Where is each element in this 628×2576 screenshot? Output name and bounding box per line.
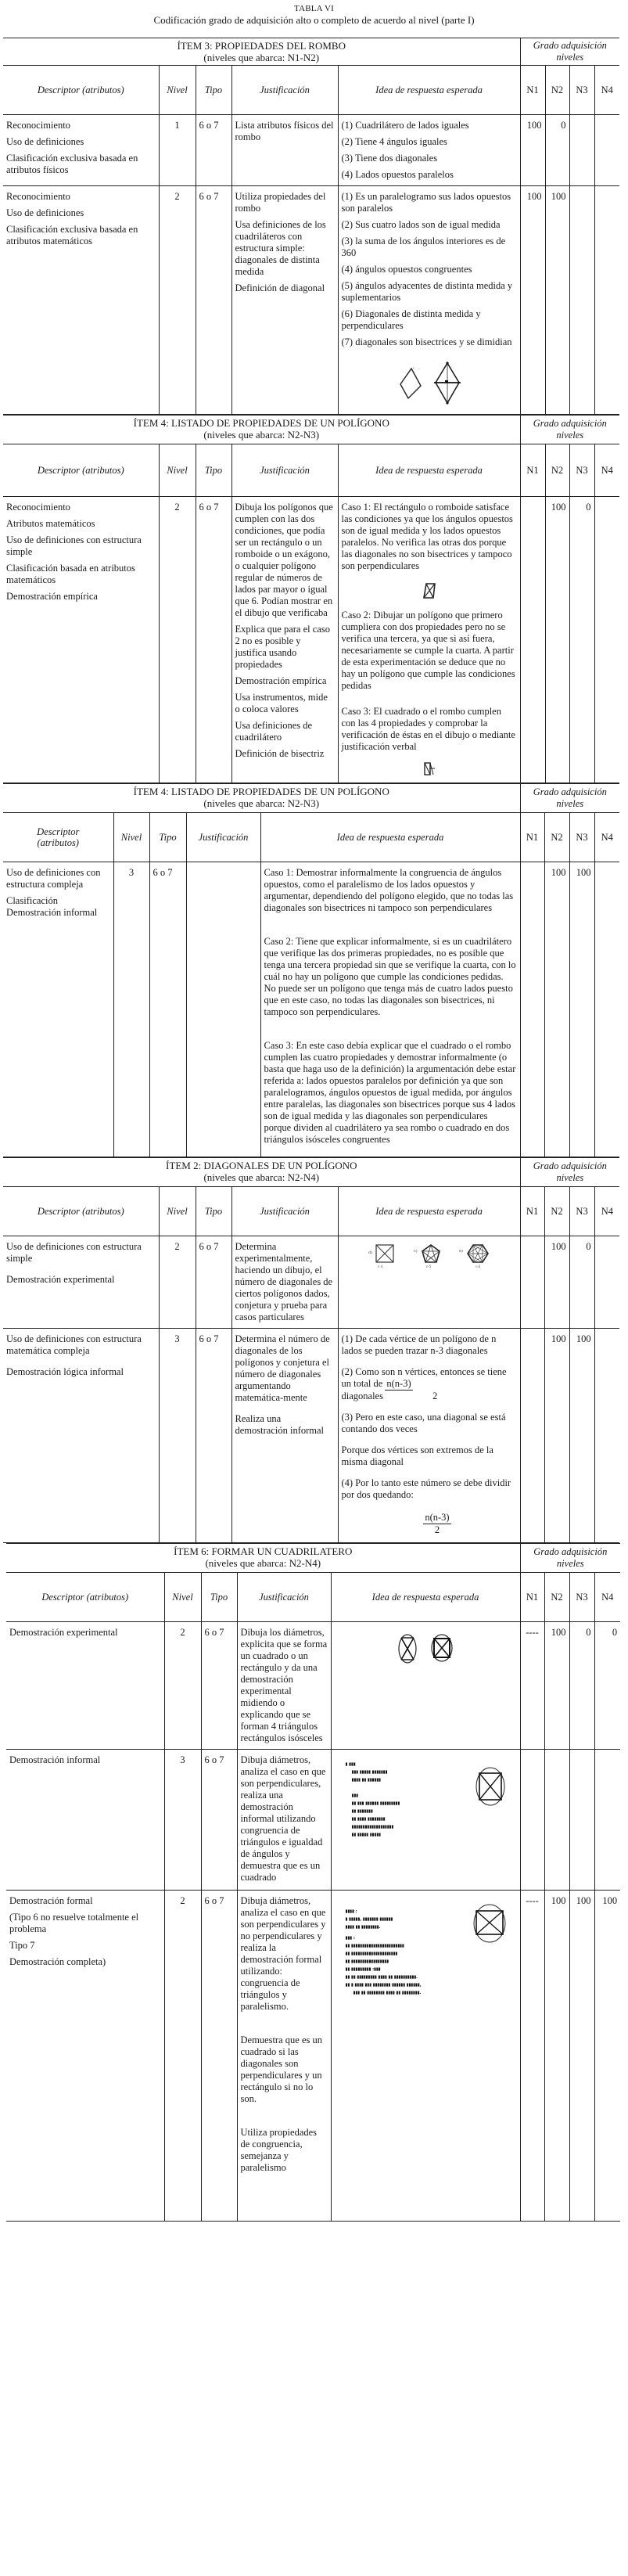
justificacion-cell: Lista atributos físicos del rombo — [231, 115, 338, 186]
idea-cell: (1) De cada vértice de un polígono de n lados se pueden trazar n-3 diagonales (2) Como son n vértices, entonces se tiene un total de n(n-3) diagonales 2 (3) Pero en este caso, una diagonal se está contando dos veces Porque dos vértices son extremos de la misma diagonal (4) Por lo tanto este número se debe dividir por dos quedando: $\frac{n(n-3)}{2}$ — [338, 1329, 520, 1543]
header-justificacion: Justificación — [231, 1187, 338, 1236]
n2-cell: 100 — [545, 497, 569, 783]
n4-cell — [594, 186, 619, 415]
item-title: ÍTEM 6: FORMAR UN CUADRILATERO — [174, 1545, 353, 1557]
tipo-cell: 6 o 7 — [201, 1622, 237, 1750]
item-title: ÍTEM 4: LISTADO DE PROPIEDADES DE UN POLÍGONO — [133, 417, 389, 429]
header-n2: N2 — [545, 66, 569, 115]
rhombus-icon — [397, 365, 424, 401]
rhombus-diagonals-icon — [433, 361, 461, 406]
descriptor-cell: Uso de definiciones con estructura simple Demostración experimental — [3, 1236, 159, 1329]
nivel-cell: 3 — [164, 1750, 201, 1891]
header-justificacion: Justificación — [237, 1573, 331, 1622]
svg-text:c): c) — [413, 1249, 418, 1254]
table-row — [6, 1622, 620, 1750]
table-row — [6, 1891, 620, 2222]
grado-header: Grado adquisición niveles — [520, 416, 619, 444]
header-descriptor: Descriptor (atributos) — [3, 444, 159, 497]
handwritten-informal-proof-figure — [335, 1754, 517, 1847]
header-idea: Idea de respuesta esperada — [338, 66, 520, 115]
header-n3: N3 — [569, 66, 594, 115]
table-row — [3, 115, 619, 186]
tipo-cell: 6 o 7 — [196, 1236, 231, 1329]
table-row — [3, 1329, 619, 1543]
n1-cell — [520, 1236, 544, 1329]
n2-cell: 100 — [544, 1622, 569, 1750]
n4-cell — [594, 862, 619, 1157]
n4-cell — [594, 115, 619, 186]
hexagon-diagonals-icon — [459, 1243, 490, 1269]
header-justificacion: Justificación — [186, 813, 260, 862]
circle-inscribed-square-icon — [473, 1765, 508, 1808]
n4-cell — [594, 1329, 619, 1543]
tipo-cell: 6 o 7 — [201, 1891, 237, 2222]
descriptor-cell: Reconocimiento Uso de definiciones Clasificación exclusiva basada en atributos matemáticos — [3, 186, 159, 415]
section-item-3 — [3, 38, 619, 415]
n2-cell — [544, 1750, 569, 1891]
column-header-row — [3, 813, 619, 862]
n4-cell: 100 — [594, 1891, 620, 2222]
handwritten-formal-proof-figure — [335, 1895, 517, 2005]
idea-cell — [331, 1750, 520, 1891]
n4-cell: 0 — [594, 1622, 620, 1750]
item-title-cell — [3, 416, 520, 444]
grado-header: Grado adquisición niveles — [520, 38, 619, 66]
parallelogram-diagonals-icon — [422, 581, 437, 600]
item-subtitle: (niveles que abarca: N2-N4) — [205, 1557, 321, 1569]
header-idea: Idea de respuesta esperada — [338, 1187, 520, 1236]
table-row — [3, 1236, 619, 1329]
descriptor-cell: Reconocimiento Atributos matemáticos Uso de definiciones con estructura simple Clasificación basada en atributos matemáticos Demostración empírica — [3, 497, 159, 783]
svg-text:r . ...: r . ... — [412, 366, 420, 370]
header-nivel: Nivel — [159, 1187, 196, 1236]
idea-cell: Caso 1: El rectángulo o romboide satisface las condiciones ya que los ángulos opuestos son de igual medida y los lados opuestos paralelos. No verifica las otras dos porque las diagonales no son bisectrices y tampoco son perpendiculares Caso 2: Dibujar un polígono que primero cumpliera con dos propiedades pero no se verifica una tercera, ya que si así fuera, necesariamente se cumple la cuarta. A partir de esta experimentación se deduce que no hay un polígono que cumple las condiciones pedidas Caso 3: El cuadrado o el rombo cumplen con las 4 propiedades y comprobar la verificación de éstas en el dibujo o mediante justificación verbal — [338, 497, 520, 783]
n3-cell: 100 — [569, 1329, 594, 1543]
n3-cell — [569, 186, 594, 415]
n1-cell: ---- — [520, 1891, 544, 2222]
square-diagonals-icon — [368, 1243, 397, 1269]
header-tipo: Tipo — [196, 444, 231, 497]
n1-cell — [520, 1329, 544, 1543]
header-n1: N1 — [520, 813, 544, 862]
circle-inscribed-rectangle-icon — [472, 1903, 508, 1944]
idea-cell — [338, 1236, 520, 1329]
header-n1: N1 — [520, 66, 545, 115]
item-subtitle: (niveles que abarca: N2-N3) — [203, 429, 320, 441]
header-n4: N4 — [594, 1573, 620, 1622]
svg-text:e): e) — [458, 1249, 463, 1254]
grado-header: Grado adquisición niveles — [520, 1544, 620, 1573]
header-nivel: Nivel — [164, 1573, 201, 1622]
inscribed-quadrilateral-figure — [335, 1633, 517, 1664]
section-item-4-b — [3, 783, 619, 1157]
header-descriptor: Descriptor (atributos) — [3, 1187, 159, 1236]
n2-cell: 0 — [545, 115, 569, 186]
header-n1: N1 — [520, 1573, 544, 1622]
table-row — [3, 186, 619, 415]
header-n2: N2 — [545, 444, 569, 497]
column-header-row — [3, 444, 619, 497]
justificacion-cell: Determina experimentalmente, haciendo un dibujo, el número de diagonales de ciertos polígonos dados, conjetura y prueba para casos particulares — [231, 1236, 338, 1329]
header-n3: N3 — [569, 1573, 594, 1622]
n3-cell: 100 — [569, 862, 594, 1157]
header-idea: Idea de respuesta esperada — [331, 1573, 520, 1622]
nivel-cell: 2 — [159, 186, 196, 415]
n1-cell — [520, 1750, 544, 1891]
pentagon-diagonals-icon — [414, 1243, 442, 1269]
justificacion-cell: Dibuja diámetros, analiza el caso en que son perpendiculares y no perpendiculares y realiza la demostración formal utilizando: congruencia de triángulos y paralelismo. Demuestra que es un cuadrado si las diagonales son perpendiculares y un rectángulo si no lo son. Utiliza propiedades de congruencia, semejanza y paralelismo — [237, 1891, 331, 2222]
grado-header: Grado adquisición niveles — [520, 1158, 619, 1187]
nivel-cell: 2 — [159, 497, 196, 783]
descriptor-cell: Uso de definiciones con estructura compleja Clasificación Demostración informal — [3, 862, 113, 1157]
nivel-cell: 1 — [159, 115, 196, 186]
header-nivel: Nivel — [159, 444, 196, 497]
header-n1: N1 — [520, 444, 545, 497]
header-idea: Idea de respuesta esperada — [260, 813, 520, 862]
handwritten-text: ▮▮▮▮ : ▮ ▮▮▮▮▮, ▮▮▮▮▮▮▮ ▮▮▮▮▮▮ ▮▮▮▮ ▮▮ ▮▮▮▮▮▮▮▮. ▮▮▮ : ▮▮ ▮▮▮▮▮▮▮▮▮▮▮▮▮▮▮▮▮▮▮▮▮▮▮▮ ▮▮ ▮▮▮▮▮▮▮▮▮▮▮▮▮▮▮▮▮▮▮▮▮ ▮▮ ▮▮▮▮▮▮▮▮▮▮▮▮▮▮▮▮▮ ▮▮ ▮▮▮▮▮▮▮▮▮ :▮▮▮ ▮▮ ▮▮ ▮▮▮▮▮▮▮▮▮ ▮▮▮▮ ▮▮ ▮▮▮▮▮▮▮▮▮▮. ▮▮ ▮ ▮▮▮▮ ▮▮▮ ▮▮▮▮▮▮▮▮ ▮▮▮▮▮▮ ▮▮▮▮▮▮, ▮▮▮ ▮▮ ▮▮▮▮▮▮▮▮ ▮▮▮▮ ▮▮ ▮▮▮▮▮▮▮▮. — [345, 1909, 422, 1995]
idea-cell — [331, 1891, 520, 2222]
item-subtitle: (niveles que abarca: N2-N3) — [203, 797, 320, 809]
n2-cell: 100 — [544, 862, 569, 1157]
idea-cell: Caso 1: Demostrar informalmente la congruencia de ángulos opuestos, como el paralelismo de los lados opuestos y argumentar, dependiendo del polígono elegido, que no todas las diagonales son bisectrices ni tampoco son perpendiculares Caso 2: Tiene que explicar informalmente, si es un cuadrilátero que verifique las dos primeras propiedades, no es posible que tenga una tercera propiedad sin que se verifique la cuarta, con lo cuál no hay un polígono que cumple las condiciones pedidas. No puede ser un polígono que tenga más de cuatro lados puesto que en este caso, no todas las diagonales son bisectrices, ni tampoco son perpendiculares. Caso 3: En este caso debía explicar que el cuadrado o el rombo cumplen las cuatro propiedades y demostrar informalmente (o basta que haga uso de la definición) la argumentación debe estar referida a: lados opuestos paralelos por definición ya que son paralelogramos, ángulos opuestos de igual medida, por ángulos entre paralelas, las diagonales son bisectrices porque sus 4 lados son de igual medida y las diagonales son perpendiculares porque dividen al cuadrilátero ya sea rombo o cuadrado en dos triángulos isósceles congruentes — [260, 862, 520, 1157]
n1-cell — [520, 497, 545, 783]
descriptor-cell: Demostración experimental — [6, 1622, 164, 1750]
item-title-cell — [3, 784, 520, 813]
n2-cell: 100 — [544, 1891, 569, 2222]
header-n4: N4 — [594, 813, 619, 862]
header-descriptor: Descriptor (atributos) — [6, 1573, 164, 1622]
tipo-cell: 6 o 7 — [196, 497, 231, 783]
nivel-cell: 2 — [159, 1236, 196, 1329]
n3-cell: 0 — [569, 497, 594, 783]
n1-cell: 100 — [520, 186, 545, 415]
header-descriptor: Descriptor (atributos) — [3, 66, 159, 115]
nivel-cell: 3 — [159, 1329, 196, 1543]
header-tipo: Tipo — [196, 66, 231, 115]
n1-cell: 100 — [520, 115, 545, 186]
nivel-cell: 2 — [164, 1891, 201, 2222]
justificacion-cell: Utiliza propiedades del rombo Usa definiciones de los cuadriláteros con estructura simple: diagonales de distinta medida Definición de diagonal — [231, 186, 338, 415]
idea-cell: (1) Es un paralelogramo sus lados opuestos son paralelos (2) Sus cuatro lados son de igual medida (3) la suma de los ángulos interiores es de 360 (4) ángulos opuestos congruentes (5) ángulos adyacentes de distinta medida y suplementarios (6) Diagonales de distinta medida y perpendiculares (7) diagonales son bisectrices y se dimidian r . ... — [338, 186, 520, 415]
n1-cell: ---- — [520, 1622, 544, 1750]
justificacion-cell: Dibuja los polígonos que cumplen con las dos condiciones, que podía ser un rectángulo o un romboide o un exágono, o cualquier polígono regular de números de lados par mayor o igual que 6. Podían mostrar en el dibujo que verificaba Explica que para el caso 2 no es posible y justifica usando propiedades Demostración empírica Usa instrumentos, mide o coloca valores Usa definiciones de cuadrilátero Definición de bisectriz — [231, 497, 338, 783]
justificacion-cell: Dibuja diámetros, analiza el caso en que son perpendiculares, realiza una demostración informal utilizando congruencia de triángulos e igualdad de ángulos y demuestra que es un cuadrado — [237, 1750, 331, 1891]
tipo-cell: 6 o 7 — [149, 862, 186, 1157]
section-item-2 — [3, 1157, 619, 1543]
section-item-6 — [6, 1543, 620, 2222]
descriptor-cell: Uso de definiciones con estructura matemática compleja Demostración lógica informal — [3, 1329, 159, 1543]
item-title: ÍTEM 3: PROPIEDADES DEL ROMBO — [177, 40, 346, 52]
header-n2: N2 — [544, 1573, 569, 1622]
svg-text:n 4: n 4 — [377, 1265, 382, 1268]
justificacion-cell — [186, 862, 260, 1157]
item-title-cell — [3, 1158, 520, 1187]
header-justificacion: Justificación — [231, 66, 338, 115]
square-diagonals-icon — [423, 761, 436, 778]
handwritten-text: ▮ ▮▮▮ ▮▮▮ ▮▮▮▮▮ ▮▮▮▮▮▮▮ ▮▮▮▮ ▮▮ ▮▮▮▮▮▮ ▮▮▮ ▮▮ ▮▮▮ ▮▮▮▮▮▮ ▮▮▮▮▮▮▮▮▮ ▮▮ ▮▮▮▮▮▮▮ ▮▮ ▮▮▮▮ ▮▮▮▮▮▮▮▮ ▮▮▮▮▮▮▮▮▮▮▮▮▮▮▮▮▮▮▮ ▮▮ ▮▮▮▮▮ ▮▮▮▮▮ — [345, 1762, 400, 1837]
n1-cell — [520, 862, 544, 1157]
grado-header: Grado adquisición niveles — [520, 784, 619, 813]
tipo-cell: 6 o 7 — [196, 186, 231, 415]
tipo-cell: 6 o 7 — [201, 1750, 237, 1891]
idea-cell — [331, 1622, 520, 1750]
header-tipo: Tipo — [149, 813, 186, 862]
n2-cell: 100 — [544, 1329, 569, 1543]
section-item-4-a — [3, 415, 619, 783]
column-header-row — [3, 66, 619, 115]
item-title-cell — [6, 1544, 520, 1573]
item-title-cell — [3, 38, 520, 66]
header-tipo: Tipo — [201, 1573, 237, 1622]
idea-cell: (1) Cuadrilátero de lados iguales (2) Tiene 4 ángulos iguales (3) Tiene dos diagonales (4) Lados opuestos paralelos — [338, 115, 520, 186]
header-n3: N3 — [569, 813, 594, 862]
item-title: ÍTEM 4: LISTADO DE PROPIEDADES DE UN POLÍGONO — [133, 786, 389, 797]
rectangle-sketch-figure — [342, 581, 517, 600]
square-sketch-figure — [342, 761, 517, 778]
header-n1: N1 — [520, 1187, 544, 1236]
column-header-row — [3, 1187, 619, 1236]
header-descriptor: Descriptor (atributos) — [3, 813, 113, 862]
justificacion-cell: Dibuja los diámetros, explicita que se forma un cuadrado o un rectángulo y da una demostración experimental midiendo o explicando que se forman 4 triángulos rectángulos isósceles — [237, 1622, 331, 1750]
tipo-cell: 6 o 7 — [196, 115, 231, 186]
diagonals-formula-inline: n(n-3) — [386, 1378, 411, 1389]
circle-inscribed-square-icon — [430, 1633, 454, 1663]
table-title: Codificación grado de adquisición alto o completo de acuerdo al nivel (parte I) — [153, 14, 475, 26]
n4-cell — [594, 497, 619, 783]
item-subtitle: (niveles que abarca: N1-N2) — [203, 52, 320, 63]
nivel-cell: 3 — [113, 862, 149, 1157]
header-idea: Idea de respuesta esperada — [338, 444, 520, 497]
svg-text:d): d) — [368, 1250, 372, 1255]
table-row — [3, 862, 619, 1157]
circle-inscribed-rectangle-icon — [397, 1633, 418, 1664]
header-nivel: Nivel — [159, 66, 196, 115]
descriptor-cell: Reconocimiento Uso de definiciones Clasificación exclusiva basada en atributos físicos — [3, 115, 159, 186]
justificacion-cell: Determina el número de diagonales de los polígonos y conjetura el número de diagonales argumentando matemática-mente Realiza una demostración informal — [231, 1329, 338, 1543]
header-n3: N3 — [569, 444, 594, 497]
column-header-row — [6, 1573, 620, 1622]
header-nivel: Nivel — [113, 813, 149, 862]
n3-cell — [569, 1750, 594, 1891]
header-tipo: Tipo — [196, 1187, 231, 1236]
header-n3: N3 — [569, 1187, 594, 1236]
header-n2: N2 — [544, 1187, 569, 1236]
diagonals-formula: $\frac{n(n-3)}{2}$ — [425, 1512, 450, 1535]
n3-cell: 0 — [569, 1622, 594, 1750]
table-row — [3, 497, 619, 783]
n2-cell: 100 — [545, 186, 569, 415]
svg-text:n 5: n 5 — [425, 1265, 431, 1268]
table-number: TABLA VI — [294, 4, 334, 13]
rhombus-sketch-figure — [342, 361, 517, 406]
n3-cell: 100 — [569, 1891, 594, 2222]
descriptor-cell: Demostración formal (Tipo 6 no resuelve totalmente el problema Tipo 7 Demostración completa) — [6, 1891, 164, 2222]
header-n4: N4 — [594, 444, 619, 497]
table-row — [6, 1750, 620, 1891]
tipo-cell: 6 o 7 — [196, 1329, 231, 1543]
n4-cell — [594, 1750, 620, 1891]
polygon-diagonals-figure — [342, 1243, 517, 1269]
n4-cell — [594, 1236, 619, 1329]
nivel-cell: 2 — [164, 1622, 201, 1750]
header-n2: N2 — [544, 813, 569, 862]
header-n4: N4 — [594, 1187, 619, 1236]
header-n4: N4 — [594, 66, 619, 115]
item-title: ÍTEM 2: DIAGONALES DE UN POLÍGONO — [166, 1160, 357, 1171]
header-justificacion: Justificación — [231, 444, 338, 497]
svg-text:n 6: n 6 — [475, 1265, 480, 1268]
n2-cell: 100 — [544, 1236, 569, 1329]
descriptor-cell: Demostración informal — [6, 1750, 164, 1891]
table-caption — [0, 0, 628, 38]
n3-cell: 0 — [569, 1236, 594, 1329]
item-subtitle: (niveles que abarca: N2-N4) — [203, 1171, 320, 1183]
n3-cell — [569, 115, 594, 186]
